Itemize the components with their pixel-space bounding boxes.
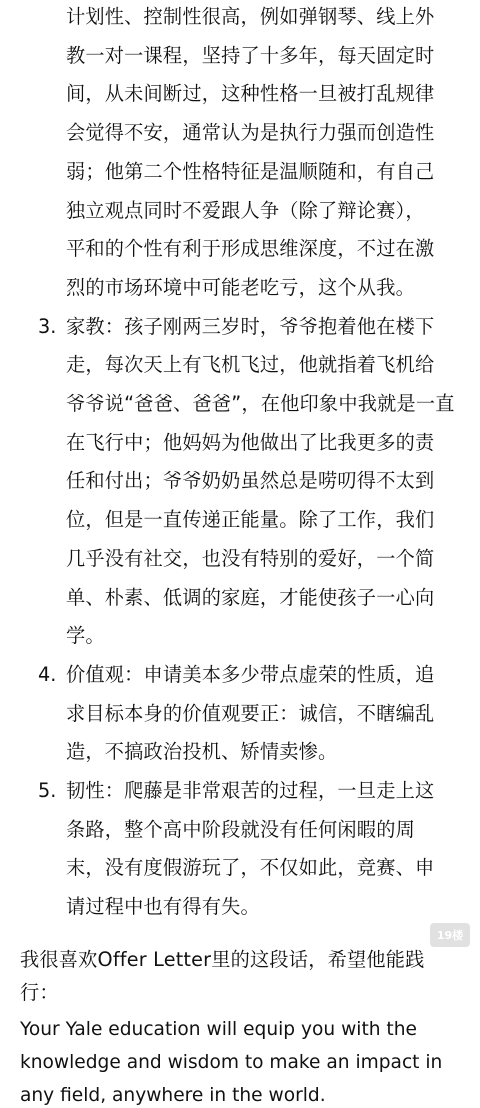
text-line: 爷爷说“爸爸、爸爸”，在他印象中我就是一直 bbox=[66, 392, 455, 415]
text-line: 单、朴素、低调的家庭，才能使孩子一心向 bbox=[66, 585, 435, 609]
text-line: 造，不搞政治投机、矫情卖惨。 bbox=[66, 740, 338, 764]
quote-line: knowledge and wisdom to make an impact in bbox=[20, 1051, 443, 1073]
text-line: 烈的市场环境中可能老吃亏，这个从我。 bbox=[66, 275, 415, 299]
text-line: 请过程中也有得有失。 bbox=[66, 895, 260, 919]
text-line: 弱；他第二个性格特征是温顺随和，有自己 bbox=[66, 159, 435, 183]
text-line: 学。 bbox=[66, 624, 105, 648]
text-line: 在飞行中；他妈妈为他做出了比我更多的责 bbox=[66, 430, 435, 454]
list-number: 3. bbox=[38, 314, 57, 338]
list-number: 4. bbox=[38, 662, 57, 686]
text-line: 条路，整个高中阶段就没有任何闲暇的周 bbox=[66, 817, 415, 841]
watermark-logo: 19楼 bbox=[430, 923, 470, 947]
text-line: 我很喜欢Offer Letter里的这段话，希望他能践 bbox=[20, 947, 425, 971]
list-number: 5. bbox=[38, 779, 57, 802]
text-line: 几乎没有社交，也没有特别的爱好，一个简 bbox=[66, 546, 435, 570]
text-line: 行： bbox=[20, 980, 59, 1004]
text-line: 独立观点同时不爱跟人争（除了辩论赛）， bbox=[66, 198, 425, 222]
text-line: 家教：孩子刚两三岁时，爷爷抱着他在楼下 bbox=[66, 314, 435, 338]
text-line: 任和付出；爷爷奶奶虽然总是唠叨得不太到 bbox=[66, 469, 435, 493]
text-line: 走，每次天上有飞机飞过，他就指着飞机给 bbox=[66, 353, 435, 377]
text-line: 平和的个性有利于形成思维深度，不过在激 bbox=[66, 237, 435, 261]
text-line: 价值观：申请美本多少带点虚荣的性质，追 bbox=[66, 662, 435, 686]
text-line: 位，但是一直传递正能量。除了工作，我们 bbox=[66, 508, 435, 532]
text-line: 末，没有度假游玩了，不仅如此，竞赛、申 bbox=[66, 856, 435, 880]
text-line: 间，从未间断过，这种性格一旦被打乱规律 bbox=[66, 82, 435, 106]
quote-line: any field, anywhere in the world. bbox=[20, 1084, 326, 1106]
text-line: 会觉得不安，通常认为是执行力强而创造性 bbox=[66, 121, 435, 145]
text-line: 教一对一课程，坚持了十多年，每天固定时 bbox=[66, 43, 435, 67]
text-line: 计划性、控制性很高，例如弹钢琴、线上外 bbox=[66, 5, 435, 28]
text-line: 求目标本身的价值观要正：诚信，不瞎编乱 bbox=[66, 701, 435, 725]
text-line: 韧性：爬藤是非常艰苦的过程，一旦走上这 bbox=[66, 779, 435, 802]
quote-line: Your Yale education will equip you with the bbox=[20, 1018, 417, 1040]
